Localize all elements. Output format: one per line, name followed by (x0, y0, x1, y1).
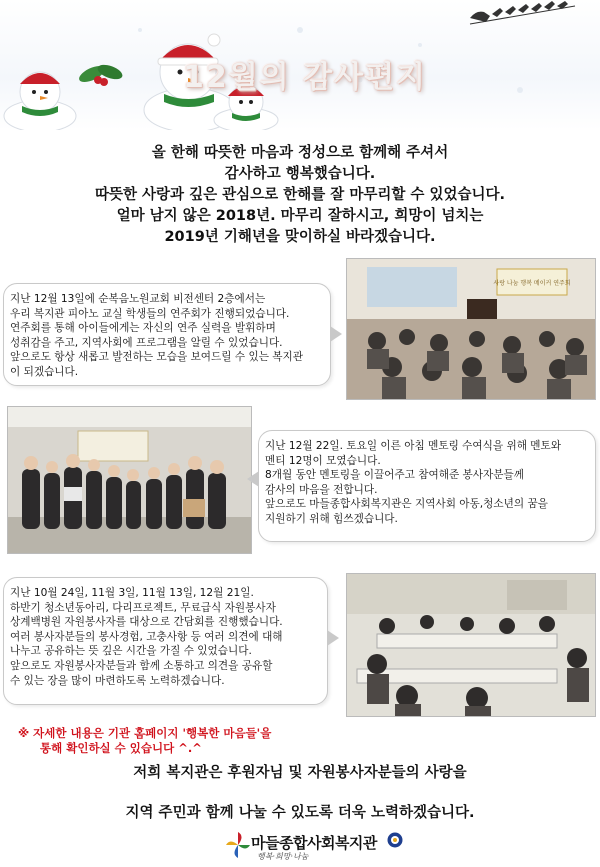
page-title: 12월의 감사편지 (182, 60, 428, 95)
intro-line: 올 한해 따뜻한 마음과 정성으로 함께해 주셔서 (151, 145, 449, 161)
organization-logo (225, 826, 405, 866)
bubble-tail (247, 471, 259, 487)
story-line: 우리 복지관 피아노 교실 학생들의 연주회가 진행되었습니다. (10, 307, 290, 320)
bubble-tail (330, 326, 342, 342)
intro-line: 따뜻한 사랑과 깊은 관심으로 한해를 잘 마무리할 수 있었습니다. (94, 187, 506, 203)
story-line: 나누고 공유하는 뜻 깊은 시간을 가질 수 있었습니다. (10, 645, 252, 658)
intro-line: 감사하고 행복했습니다. (224, 166, 376, 182)
meeting-room-illustration (347, 574, 595, 716)
closing-message-2 (0, 803, 600, 823)
story-line: 8개월 동안 멘토링을 이끌어주고 참여해준 봉사자분들께 (265, 469, 524, 482)
story-line: 여러 봉사자분들의 봉사경험, 고충사항 등 여러 의견에 대해 (10, 630, 283, 643)
sleigh-silhouette-icon (470, 1, 575, 24)
closing-line: 저희 복지관은 후원자님 및 자원봉사자분들의 사랑을 (133, 765, 467, 781)
intro-line: 얼마 남지 않은 2018년. 마무리 잘하시고, 희망이 넘치는 (116, 208, 484, 224)
story-line: 상계백병원 자원봉사자를 대상으로 간담회를 진행했습니다. (10, 616, 283, 629)
emblem-icon (387, 832, 403, 848)
story-line: 성취감을 주고, 지역사회에 프로그램을 알릴 수 있었습니다. (10, 336, 283, 349)
closing-line: 지역 주민과 함께 나눌 수 있도록 더욱 노력하겠습니다. (125, 805, 475, 821)
story-line: 하반기 청소년동아리, 다리프로젝트, 무료급식 자원봉사자 (10, 601, 276, 614)
group-photo-illustration (8, 407, 251, 553)
story-line: 지난 12월 22일. 토요일 이른 아침 멘토링 수여식을 위해 멘토와 (265, 440, 562, 452)
snowman-icon (4, 72, 76, 130)
story-line: 연주회를 통해 아이들에게는 자신의 연주 실력을 발휘하며 (10, 322, 276, 335)
homepage-note (18, 726, 338, 756)
photo-mentoring-group (7, 406, 252, 554)
story-piano-concert (3, 283, 331, 386)
note-line: ※ 자세한 내용은 기관 홈페이지 '행복한 마음들'을 (18, 726, 272, 740)
story-mentoring (258, 430, 596, 542)
photo-piano-concert (346, 258, 596, 400)
note-line: 통해 확인하실 수 있습니다 ^.^ (40, 741, 202, 755)
intro-line: 2019년 기해년을 맞이하실 바라겠습니다. (164, 229, 436, 245)
story-line: 감사의 마음을 전합니다. (265, 483, 378, 496)
organization-name: 마들종합사회복지관 (251, 834, 377, 852)
story-line: 지난 12월 13일에 순복음노원교회 비전센터 2층에서는 (10, 293, 266, 305)
photo-volunteer-meeting (346, 573, 596, 717)
concert-hall-illustration (347, 259, 595, 399)
story-line: 지난 10월 24일, 11월 3일, 11월 13일, 12월 21일. (10, 587, 254, 599)
story-line: 수 있는 장을 많이 마련하도록 노력하겠습니다. (10, 674, 225, 687)
holly-icon (77, 62, 124, 86)
intro-message (60, 143, 540, 248)
concert-banner: 사랑 나눔 행복 메이커 연주회 (493, 280, 571, 287)
organization-tagline: 행복·희망·나눔 (257, 852, 309, 861)
pinwheel-logo-icon (225, 830, 251, 860)
story-line: 앞으로도 자원봉사자분들과 함께 소통하고 의견을 공유할 (10, 659, 273, 672)
story-line: 앞으로도 마들종합사회복지관은 지역사회 아동,청소년의 꿈을 (265, 498, 548, 511)
story-line: 멘티 12명이 모였습니다. (265, 454, 381, 467)
story-line: 지원하기 위해 힘쓰겠습니다. (265, 512, 398, 525)
story-line: 앞으로도 항상 새롭고 발전하는 모습을 보여드릴 수 있는 복지관 (10, 351, 304, 364)
story-volunteer-meeting (3, 577, 328, 705)
story-line: 이 되겠습니다. (10, 365, 79, 378)
bubble-tail (327, 630, 339, 646)
closing-message (0, 763, 600, 783)
